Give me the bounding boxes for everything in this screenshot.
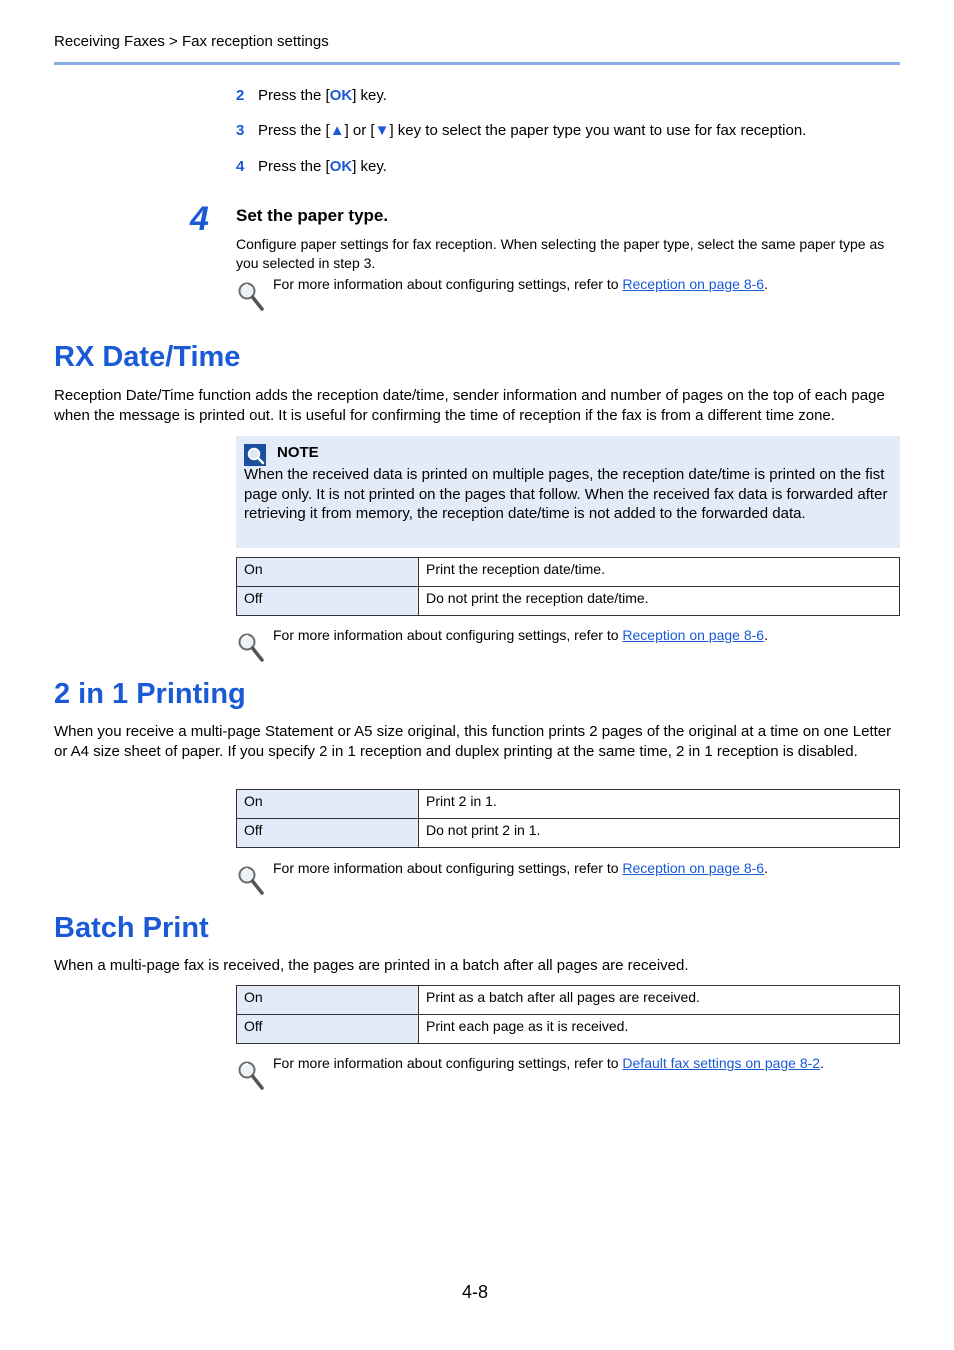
substep-number: 4 xyxy=(236,158,245,175)
magnifier-icon xyxy=(236,1059,266,1091)
rx-description: Reception Date/Time function adds the reception date/time, sender information and number of pages on the top of each page when the message is printed out. It is useful for confirming the time of reception if the fax is from a different time zone. xyxy=(54,387,885,424)
option-desc: Do not print 2 in 1. xyxy=(419,819,900,848)
step-title: Set the paper type. xyxy=(236,206,389,225)
substep-number: 2 xyxy=(236,87,245,104)
note-box xyxy=(236,436,900,548)
ok-key: OK xyxy=(329,87,353,104)
section-heading-2in1: 2 in 1 Printing xyxy=(54,678,246,710)
table-row xyxy=(237,558,900,587)
option-desc: Print as a batch after all pages are received. xyxy=(419,986,900,1015)
option-desc: Print 2 in 1. xyxy=(419,790,900,819)
reception-link[interactable]: Reception on page 8-6 xyxy=(622,627,765,643)
reference-suffix: . xyxy=(764,627,768,643)
substep-text: Press the [ xyxy=(258,87,330,104)
reference-note xyxy=(273,627,768,643)
reference-text: For more information about configuring settings, refer to xyxy=(273,627,623,643)
batch-options-table xyxy=(236,985,900,1044)
option-key: Off xyxy=(237,1015,419,1044)
ok-key: OK xyxy=(329,158,353,175)
substep-text: ] or [ xyxy=(344,122,375,139)
reference-suffix: . xyxy=(820,1055,824,1071)
table-row xyxy=(237,986,900,1015)
substep-2 xyxy=(236,87,387,104)
twoinone-description: When you receive a multi-page Statement or A5 size original, this function prints 2 pages of the original at a time on one Letter or A4 size sheet of paper. If you specify 2 in 1 reception and duplex printing at the same time, 2 in 1 reception is disabled. xyxy=(54,723,892,760)
table-row xyxy=(237,819,900,848)
table-row xyxy=(237,1015,900,1044)
reception-link[interactable]: Reception on page 8-6 xyxy=(622,860,765,876)
option-key: On xyxy=(237,558,419,587)
reference-note xyxy=(273,860,768,876)
table-row xyxy=(237,587,900,616)
reference-note xyxy=(273,1055,824,1071)
note-icon xyxy=(244,444,266,466)
reference-suffix: . xyxy=(764,276,768,292)
down-arrow-key: ▼ xyxy=(374,122,390,139)
substep-text: Press the [ xyxy=(258,158,330,175)
reference-text: For more information about configuring settings, refer to xyxy=(273,860,623,876)
breadcrumb: Receiving Faxes > Fax reception settings xyxy=(54,33,329,50)
table-row xyxy=(237,790,900,819)
reception-link[interactable]: Reception on page 8-6 xyxy=(622,276,765,292)
default-fax-settings-link[interactable]: Default fax settings on page 8-2 xyxy=(622,1055,821,1071)
option-key: On xyxy=(237,986,419,1015)
step-number: 4 xyxy=(190,200,209,238)
reference-suffix: . xyxy=(764,860,768,876)
substep-3 xyxy=(236,122,806,139)
substep-text: ] key. xyxy=(352,87,387,104)
option-key: Off xyxy=(237,819,419,848)
substep-text: ] key to select the paper type you want to use for fax reception. xyxy=(389,122,807,139)
reference-text: For more information about configuring settings, refer to xyxy=(273,1055,623,1071)
reference-text: For more information about configuring settings, refer to xyxy=(273,276,623,292)
option-desc: Do not print the reception date/time. xyxy=(419,587,900,616)
section-heading-batch-print: Batch Print xyxy=(54,912,209,944)
magnifier-icon xyxy=(236,631,266,663)
twoinone-options-table xyxy=(236,789,900,848)
note-label: NOTE xyxy=(277,444,319,461)
section-heading-rx-datetime: RX Date/Time xyxy=(54,341,241,373)
substep-text: Press the [ xyxy=(258,122,330,139)
step-body: Configure paper settings for fax reception. When selecting the paper type, select the same paper type as you selected in step 3. xyxy=(236,236,885,271)
note-text: When the received data is printed on multiple pages, the reception date/time is printed on the fist page only. It is not printed on the pages that follow. When the received fax data is forwarded after retrieving it from memory, the reception date/time is not added to the forwarded data. xyxy=(244,466,888,522)
rx-options-table xyxy=(236,557,900,616)
option-desc: Print each page as it is received. xyxy=(419,1015,900,1044)
batch-description: When a multi-page fax is received, the pages are printed in a batch after all pages are received. xyxy=(54,957,689,974)
page-number: 4-8 xyxy=(462,1282,489,1302)
header-rule xyxy=(54,62,900,65)
option-key: On xyxy=(237,790,419,819)
option-desc: Print the reception date/time. xyxy=(419,558,900,587)
reference-note xyxy=(273,276,768,292)
substep-number: 3 xyxy=(236,122,245,139)
up-arrow-key: ▲ xyxy=(329,122,345,139)
substep-text: ] key. xyxy=(352,158,387,175)
substep-4 xyxy=(236,158,387,175)
magnifier-icon xyxy=(236,864,266,896)
option-key: Off xyxy=(237,587,419,616)
magnifier-icon xyxy=(236,280,266,312)
